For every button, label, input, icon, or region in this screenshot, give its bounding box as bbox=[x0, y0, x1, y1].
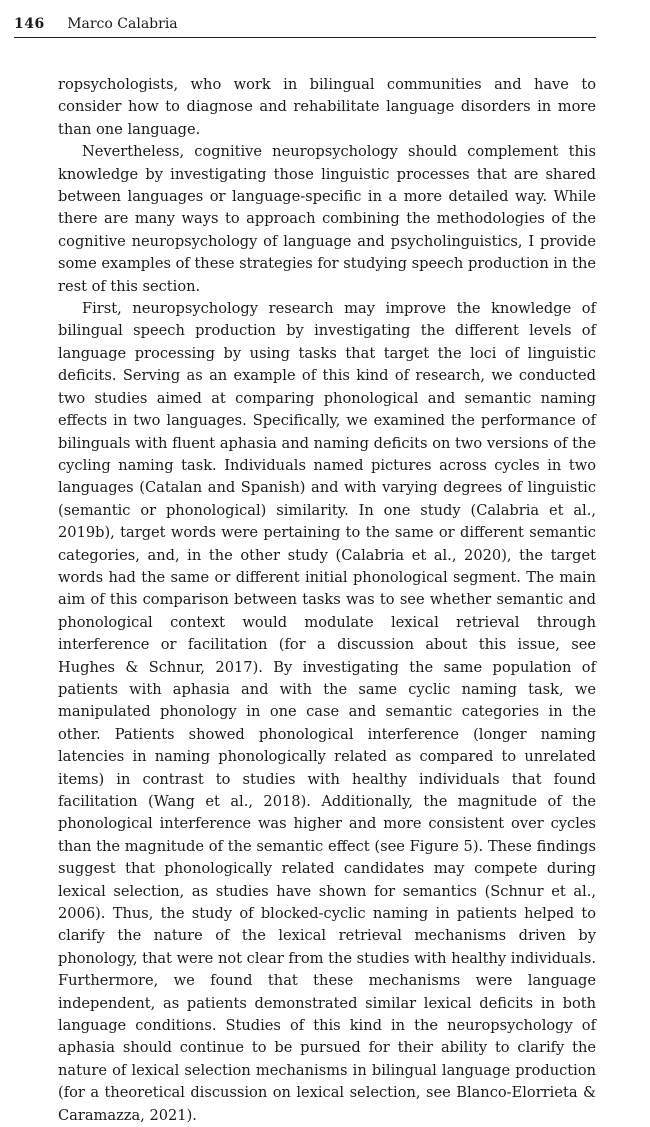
paragraph-continuation: ropsychologists, who work in bilingual communities and have to consider how to diagnose and rehabilitate language disorders in more than one language. bbox=[58, 76, 596, 138]
paragraph: First, neuropsychology research may improve the knowledge of bilingual speech production by investigating the different levels of language processing by using tasks that target the loci of linguistic deficits. Serving as an example of this kind of research, we conducted two studies aimed at comparing phonological and semantic naming effects in two languages. Specifically, we examined the performance of bilinguals with fluent aphasia and naming deficits on two versions of the cycling naming task. Individuals named pictures across cycles in two languages (Catalan and Spanish) and with varying degrees of linguistic (semantic or phonological) similarity. In one study (Calabria et al., 2019b), target words were pertaining to the same or different semantic categories, and, in the other study (Calabria et al., 2020), the target words had the same or different initial phonological segment. The main aim of this comparison between tasks was to see whether semantic and phonological context would modulate lexical retrieval through interference or facilitation (for a discussion about this issue, see Hughes & Schnur, 2017). By investigating the same population of patients with aphasia and with the same cyclic naming task, we manipulated phonology in one case and semantic categories in the other. Patients showed phonological interference (longer naming latencies in naming phonologically related as compared to unrelated items) in contrast to studies with healthy individuals that found facilitation (Wang et al., 2018). Additionally, the magnitude of the phonological interference was higher and more consistent over cycles than the magnitude of the semantic effect (see Figure 5). These findings suggest that phonologically related candidates may compete during lexical selection, as studies have shown for semantics (Schnur et al., 2006). Thus, the study of blocked-cyclic naming in patients helped to clarify the nature of the lexical retrieval mechanisms driven by phonology, that were not clear from the studies with healthy individuals. Furthermore, we found that these mechanisms were language independent, as patients demonstrated similar lexical deficits in both language conditions. Studies of this kind in the neuropsychology of aphasia should continue to be pursued for their ability to clarify the nature of lexical selection mechanisms in bilingual language production (for a theoretical discussion on lexical selection, see Blanco-Elorrieta & Caramazza, 2021). bbox=[58, 300, 596, 1124]
running-head-author: Marco Calabria bbox=[67, 16, 178, 32]
body-text bbox=[58, 74, 596, 1127]
running-head bbox=[14, 13, 596, 38]
page-number: 146 bbox=[14, 16, 45, 32]
paragraph: Nevertheless, cognitive neuropsychology should complement this knowledge by investigating those linguistic processes that are shared between languages or language-specific in a more detailed way. While there are many ways to approach combining the methodologies of the cognitive neuropsychology of language and psycholinguistics, I provide some examples of these strategies for studying speech production in the rest of this section. bbox=[58, 143, 596, 295]
